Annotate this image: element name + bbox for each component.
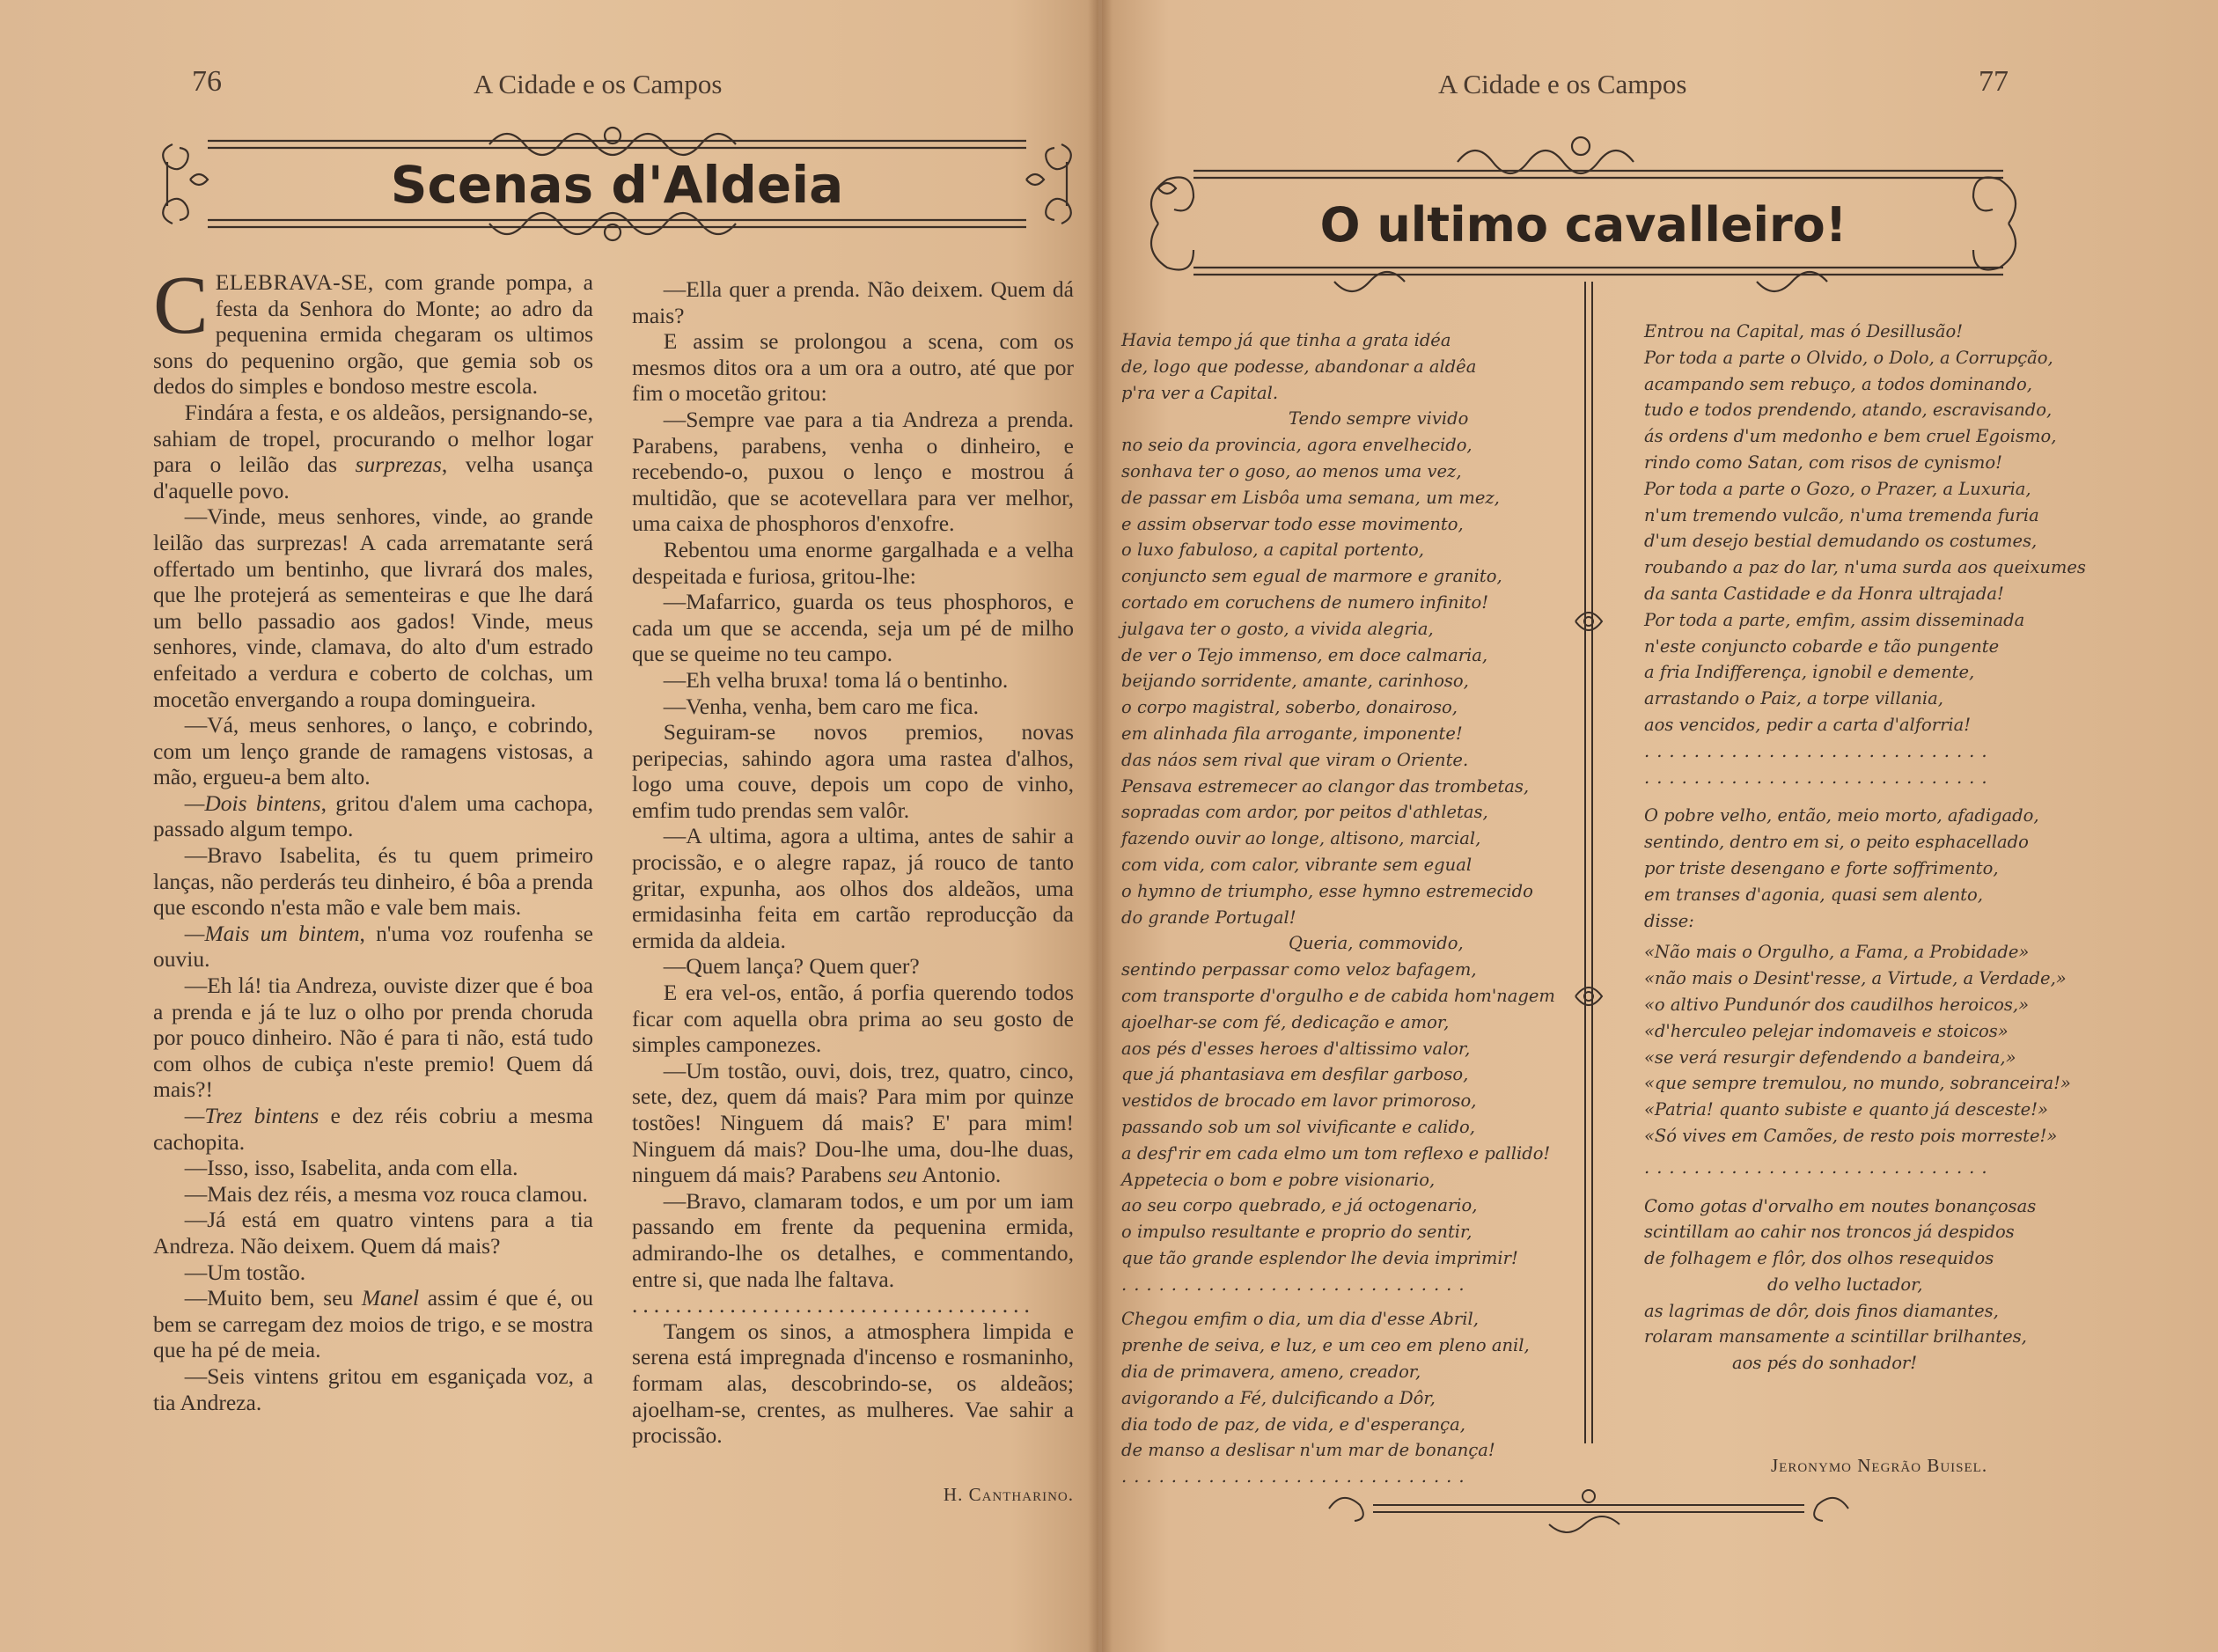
poem-line: sonhava ter o goso, ao menos uma vez, — [1121, 460, 1462, 481]
poem-line: ás ordens d'um medonho e bem cruel Egoismo, — [1644, 426, 2057, 447]
poem-line: Por toda a parte, emfim, assim disseminada — [1644, 609, 2025, 630]
poem-line: no seio da provincia, agora envelhecido, — [1121, 435, 1473, 456]
paragraph — [153, 400, 593, 503]
paragraph — [153, 790, 593, 842]
poem-line: julgava ter o gosto, a vivida alegria, — [1121, 618, 1434, 639]
poem-line: «Patria! quanto subiste e quanto já desceste!» — [1644, 1099, 2048, 1120]
poem-line: de, logo que podesse, abandonar a aldêa — [1121, 356, 1477, 377]
poem-line: Entrou na Capital, mas ó Desillusão! — [1644, 321, 1964, 341]
poem-line: o luxo fabuloso, a capital portento, — [1121, 540, 1424, 561]
poem-line: Por toda a parte o Olvido, o Dolo, a Corrupção, — [1644, 347, 2053, 368]
lead-word: ELEBRAVA-SE, — [215, 269, 374, 295]
poem-line: prenhe de seiva, e luz, e um ceo em pleno anil, — [1121, 1335, 1530, 1356]
poem-line: arrastando o Paiz, a torpe villania, — [1644, 688, 1943, 709]
poem-line: em alinhada fila arrogante, imponente! — [1121, 723, 1463, 744]
title-ornament-frame-right — [1123, 127, 2044, 303]
paragraph — [153, 1285, 593, 1363]
text: , gritou d'alem uma cachopa, passado algum tempo. — [153, 789, 593, 842]
paragraph — [153, 1103, 593, 1155]
poem-line: o corpo magistral, soberbo, donairoso, — [1121, 697, 1458, 718]
poem-line: Tendo sempre vivido — [1289, 408, 1469, 430]
article-title-right: O ultimo cavalleiro! — [1319, 197, 1847, 253]
poem-line: «Só vives em Camões, de resto pois morreste!» — [1644, 1125, 2058, 1146]
poem-line: «Não mais o Orgulho, a Fama, a Probidade» — [1644, 942, 2030, 963]
poem-line: do velho luctador, — [1767, 1274, 1923, 1295]
text-emphasis: Manel — [361, 1285, 420, 1311]
ellipsis-row: ............................ — [1121, 1274, 1472, 1295]
poem-line: scintillam ao cahir nos troncos já despidos — [1644, 1222, 2015, 1243]
poem-line: vestidos de brocado em lavor primoroso, — [1121, 1090, 1477, 1112]
poem-line: tudo e todos prendendo, atando, escravisando, — [1644, 400, 2053, 421]
ellipsis-row: ..................................... — [632, 1292, 1035, 1318]
text: , velha usança d'aquelle povo. — [153, 452, 593, 503]
paragraph: E era vel-os, então, á porfia querendo todos ficar com aquella obra prima ao seu gosto de simples camponezes. — [632, 980, 1074, 1058]
paragraph: Seguiram-se novos premios, novas peripecias, sahindo agora uma rastea d'alhos, logo uma couve, depois um copo de vinho, emfim tudo prendas sem valôr. — [632, 719, 1074, 823]
text-emphasis: —Dois bintens — [184, 789, 321, 816]
paragraph: —Vá, meus senhores, o lanço, e cobrindo, com um lenço grande de ramagens vistosas, a mão, ergueu-a bem alto. — [153, 712, 593, 790]
poem-line: aos vencidos, pedir a carta d'alforria! — [1644, 714, 1972, 735]
paragraph: —Seis vintens gritou em esganiçada voz, a tia Andreza. — [153, 1362, 593, 1415]
poem-line: avigorando a Fé, dulcificando a Dôr, — [1121, 1387, 1436, 1408]
paragraph: —Quem lança? Quem quer? — [663, 953, 920, 980]
poem-line: passando sob um sol vivificante e calido, — [1121, 1116, 1475, 1137]
poem-line: dia todo de paz, de vida, e d'esperança, — [1121, 1413, 1465, 1435]
poem-line: com vida, com calor, vibrante sem egual — [1121, 854, 1473, 875]
poem-line: fazendo ouvir ao longe, altisono, marcial, — [1121, 828, 1481, 849]
paragraph: —Bravo Isabelita, és tu quem primeiro lanças, não perderás teu dinheiro, é bôa a prenda que escondo n'esta mão e vale bem mais. — [153, 842, 593, 921]
paragraph — [632, 1058, 1074, 1188]
poem-line: «o altivo Pundunór dos caudilhos heroicos,» — [1644, 994, 2030, 1015]
poem-line: rolaram mansamente a scintillar brilhantes, — [1644, 1326, 2027, 1347]
poem-line: sentindo, dentro em si, o peito esphacellado — [1644, 832, 2029, 853]
vertical-rule-icon — [1567, 282, 1611, 1461]
poem-line: Como gotas d'orvalho em noutes bonançosas — [1644, 1195, 2037, 1216]
text: Antonio. — [917, 1162, 1002, 1188]
author-signature-left: H. Cantharino. — [943, 1483, 1074, 1505]
poem-line: de passar em Lisbôa uma semana, um mez, — [1121, 487, 1500, 508]
poem-line: aos pés do sonhador! — [1732, 1353, 1918, 1374]
poem-line: em transes d'agonia, quasi sem alento, — [1644, 884, 1983, 905]
paragraph: —Já está em quatro vintens para a tia Andreza. Não deixem. Quem dá mais? — [153, 1207, 593, 1259]
article-title-left: Scenas d'Aldeia — [390, 155, 844, 215]
poem-line: por triste desengano e forte soffrimento, — [1644, 857, 1999, 878]
poem-line: e assim observar todo esse movimento, — [1121, 513, 1464, 534]
poem-line: acampando sem rebuço, a todos dominando, — [1644, 373, 2032, 394]
poem-line: roubando a paz do lar, n'uma surda aos queixumes — [1644, 557, 2086, 578]
poem-line: que já phantasiava em desfilar garboso, — [1121, 1064, 1469, 1085]
poem-line: conjuncto sem egual de marmore e granito, — [1121, 566, 1502, 587]
paragraph — [153, 260, 593, 400]
text: —Muito bem, seu — [184, 1285, 362, 1311]
poem-line: Pensava estremecer ao clangor das trombetas, — [1121, 775, 1530, 797]
text-emphasis: —Mais um bintem — [184, 920, 360, 946]
page-number-right: 77 — [1979, 65, 2009, 98]
text: , n'uma voz roufenha se ouviu. — [153, 920, 593, 973]
poem-line: Chegou emfim o dia, um dia d'esse Abril, — [1121, 1309, 1479, 1330]
column-divider-ornament — [1567, 282, 1611, 1461]
title-ornament-frame-left — [155, 118, 1079, 250]
poem-line: de folhagem e flôr, dos olhos resequidos — [1644, 1248, 1994, 1269]
poem-line: as lagrimas de dôr, dois finos diamantes, — [1644, 1300, 1999, 1321]
poem-line: que tão grande esplendor lhe devia imprimir! — [1121, 1247, 1518, 1268]
poem-line: «d'herculeo pelejar indomaveis e stoicos» — [1644, 1020, 2009, 1041]
text: assim é que é, ou bem se carregam dez moios de trigo, e se mostra que ha pé de meia. — [153, 1285, 593, 1363]
poem-line: Queria, commovido, — [1289, 933, 1464, 954]
poem-line: o hymno de triumpho, esse hymno estremecido — [1121, 880, 1533, 901]
poem-line: aos pés d'esses heroes d'altissimo valor, — [1121, 1038, 1471, 1059]
paragraph: —Isso, isso, Isabelita, anda com ella. — [184, 1155, 518, 1181]
book-gutter — [1088, 0, 1113, 1652]
poem-line: n'um tremendo vulcão, n'uma tremenda furia — [1644, 504, 2039, 525]
bottom-ornament — [1320, 1486, 1857, 1538]
poem-line: disse: — [1644, 910, 1694, 931]
text: Findára a festa, e os aldeãos, persignando-se, sahiam de tropel, procurando o melhor logar para o leilão das — [153, 399, 593, 478]
author-signature-right: Jeronymo Negrão Buisel. — [1771, 1455, 1988, 1476]
running-head-right: A Cidade e os Campos — [1438, 69, 1687, 99]
ellipsis-row: ............................ — [1644, 767, 1994, 788]
poem-column-1-right — [1121, 327, 1561, 1490]
poem-line: Havia tempo já que tinha a grata idéa — [1121, 330, 1451, 350]
poem-line: o impulso resultante e proprio do sentir, — [1121, 1222, 1473, 1243]
poem-line: «não mais o Desint'resse, a Virtude, a Verdade,» — [1644, 968, 2067, 989]
paragraph: E assim se prolongou a scena, com os mesmos ditos ora a um ora a outro, até que por fim o mocetão gritou: — [632, 328, 1074, 407]
poem-line: da santa Castidade e da Honra ultrajada! — [1644, 583, 2004, 604]
poem-line: p'ra ver a Capital. — [1121, 382, 1279, 403]
text: e dez réis cobriu a mesma cachopita. — [153, 1103, 593, 1155]
poem-line: ajoelhar-se com fé, dedicação e amor, — [1121, 1011, 1450, 1032]
paragraph: Tangem os sinos, a atmosphera limpida e serena está impregnada d'incenso e rosmaninho, formam alas, descobrindo-se, os aldeãos; ajoelham-se, crentes, as mulheres. Vae sahir a procissão. — [632, 1318, 1074, 1449]
poem-line: cortado em coruchens de numero infinito! — [1121, 591, 1489, 613]
poem-line: O pobre velho, então, meio morto, afadigado, — [1644, 805, 2039, 826]
poem-line: beijando sorridente, amante, carinhoso, — [1121, 671, 1469, 692]
article-column-2-left — [632, 276, 1074, 1508]
text: com grande pompa, a festa da Senhora do Monte; ao adro da pequenina ermida chegaram os ultimos sons do pequenino orgão, que gemia sob os dedos do simples e bondoso mestre escola. — [153, 269, 593, 400]
paragraph: —Eh lá! tia Andreza, ouviste dizer que é boa a prenda e já te luz o olho por prenda choruda por pouco dinheiro. Não é para ti não, está tudo com olhos de cubiça n'este premio! Quem dá mais?! — [153, 973, 593, 1103]
poem-line: dia de primavera, ameno, creador, — [1121, 1362, 1421, 1383]
paragraph: —Mais dez réis, a mesma voz rouca clamou. — [184, 1180, 588, 1207]
poem-line: de ver o Tejo immenso, em doce calmaria, — [1121, 644, 1488, 665]
text: —Um tostão, ouvi, dois, trez, quatro, cinco, sete, dez, quem dá mais? Para mim por quinze tostões! Ninguem dá mais? E' para mim! Ninguem dá mais? Dou-lhe uma, dou-lhe duas, ninguem dá mais? Parabens — [632, 1057, 1074, 1188]
text-emphasis: surprezas — [355, 452, 442, 478]
paragraph: —Um tostão. — [184, 1259, 306, 1285]
paragraph — [153, 921, 593, 973]
paragraph: —Eh velha bruxa! toma lá o bentinho. — [663, 666, 1009, 693]
paragraph: —Sempre vae para a tia Andreza a prenda. Parabens, parabens, venha o dinheiro, e recebendo-o, puxou o lenço e mostrou á multidão, que se acotevellara para ver melhor, uma caixa de phosphoros d'enxofre. — [632, 406, 1074, 537]
article-column-1-left — [153, 260, 593, 1415]
ornament-border-icon — [1320, 1486, 1857, 1538]
paragraph: —Bravo, clamaram todos, e um por um iam passando em frente da pequenina ermida, admirando-lhe os detalhes, e commentando, entre si, que nada lhe faltava. — [632, 1187, 1074, 1292]
poem-line: a desf'rir em cada elmo um tom reflexo e pallido! — [1121, 1142, 1551, 1164]
poem-line: «se verá resurgir defendendo a bandeira,» — [1644, 1046, 2016, 1068]
dropcap-letter: C — [153, 260, 209, 351]
text-emphasis: seu — [887, 1162, 918, 1188]
paragraph: —Mafarrico, guarda os teus phosphoros, e cada um que se accenda, seja um pé de milho que se queime no teu campo. — [632, 589, 1074, 667]
poem-line: Por toda a parte o Gozo, o Prazer, a Luxuria, — [1644, 478, 2031, 499]
poem-line: sentindo perpassar como veloz bafagem, — [1121, 959, 1477, 980]
paragraph: —Vinde, meus senhores, vinde, ao grande leilão das surprezas! A cada arrematante será offertado um bentinho, que livrará dos males, que lhe protejerá as sementeiras e que lhe dará um bello passadio aos gados! Vinde, meus senhores, vinde, clamava, do alto d'um estrado enfeitado a verdura e coberto de colchas, um mocetão envergando a roupa domingueira. — [153, 503, 593, 712]
poem-line: do grande Portugal! — [1121, 907, 1296, 928]
text-emphasis: —Trez bintens — [184, 1103, 319, 1128]
running-head-left: A Cidade e os Campos — [474, 69, 723, 99]
ellipsis-row: ............................ — [1644, 740, 1994, 761]
poem-line: ao seu corpo quebrado, e já octogenario, — [1121, 1195, 1478, 1216]
poem-line: sopradas com ardor, por peitos d'athletas, — [1121, 802, 1488, 823]
poem-line: n'este conjuncto cobarde e tão pungente — [1644, 635, 2000, 657]
poem-line: d'um desejo bestial demudando os costumes, — [1644, 531, 2038, 552]
poem-line: «que sempre tremulou, no mundo, sobranceira!» — [1644, 1073, 2071, 1094]
poem-line: Appetecia o bom e pobre visionario, — [1121, 1169, 1436, 1190]
paragraph: —Venha, venha, bem caro me fica. — [663, 693, 979, 719]
paragraph: Rebentou uma enorme gargalhada e a velha despeitada e furiosa, gritou-lhe: — [632, 536, 1074, 589]
poem-line: de manso a deslisar n'um mar de bonança! — [1121, 1440, 1495, 1461]
poem-line: das náos sem rival que viram o Oriente. — [1121, 749, 1469, 770]
ellipsis-row: ............................ — [1644, 1156, 1994, 1178]
poem-line: com transporte d'orgulho e de cabida hom'nagem — [1121, 985, 1555, 1006]
page-number-left: 76 — [192, 65, 222, 98]
paragraph: —Ella quer a prenda. Não deixem. Quem dá mais? — [632, 276, 1074, 328]
poem-column-2-right — [1644, 319, 2086, 1377]
paragraph: —A ultima, agora a ultima, antes de sahir a procissão, e o alegre rapaz, já rouco de tanto gritar, expunha, aos olhos dos aldeãos, uma ermidasinha feita em cartão reproducção da ermida da aldeia. — [632, 823, 1074, 953]
ellipsis-row: ............................ — [1121, 1466, 1472, 1487]
poem-line: a fria Indifferença, ignobil e demente, — [1644, 662, 1975, 683]
poem-line: rindo como Satan, com risos de cynismo! — [1644, 452, 2002, 473]
